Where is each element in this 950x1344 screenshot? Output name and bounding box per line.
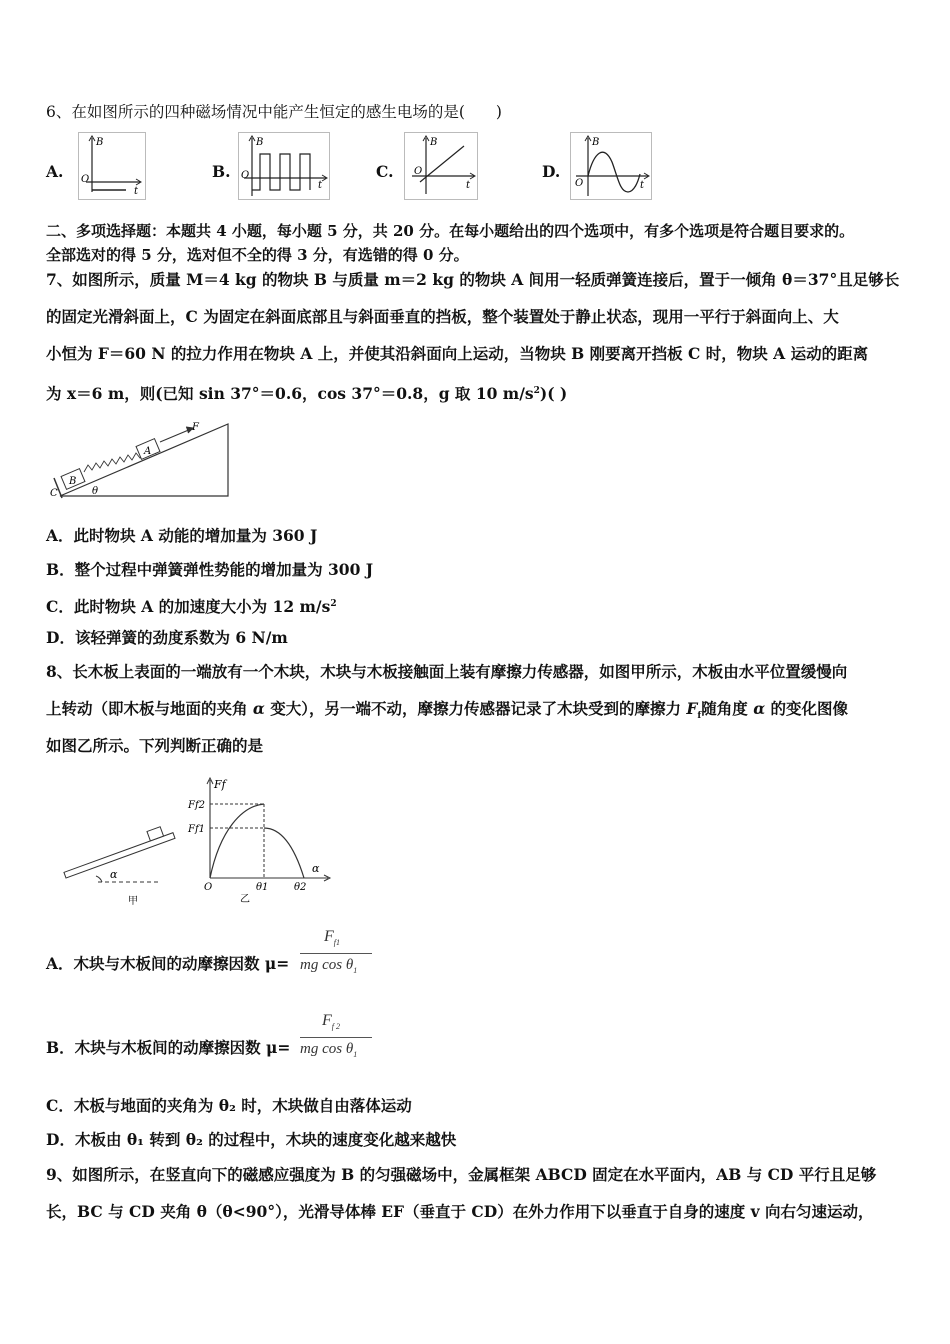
section2-heading-line2: 全部选对的得 5 分，选对但不全的得 3 分，有选错的得 0 分。 xyxy=(46,246,469,264)
origin-label: O xyxy=(81,174,90,185)
axis-b-label: B xyxy=(592,137,600,148)
q6-graph-d xyxy=(570,132,652,200)
origin-label: O xyxy=(204,882,213,893)
axis-b-label: B xyxy=(96,137,104,148)
q6-graph-a xyxy=(78,132,146,200)
axis-t-label: t xyxy=(318,180,323,191)
q8-option-d[interactable]: D．木板由 θ₁ 转到 θ₂ 的过程中，木块的速度变化越来越快 xyxy=(46,1130,457,1149)
q7-line4-tail: )( ) xyxy=(539,384,568,404)
q7-option-d[interactable]: D．该轻弹簧的劲度系数为 6 N/m xyxy=(46,628,288,647)
q6-graph-b xyxy=(238,132,330,200)
alpha-symbol: α xyxy=(252,699,265,718)
q7-option-c-superscript: 2 xyxy=(330,599,337,609)
q7-incline-figure xyxy=(48,420,233,502)
q9-line2: 长，BC 与 CD 夹角 θ（θ<90°），光滑导体棒 EF（垂直于 CD）在外力作用下以垂直于自身的速度 v 向右匀速运动， xyxy=(46,1202,874,1221)
q8-line2 xyxy=(46,699,848,726)
figure-jia-caption: 甲 xyxy=(128,896,138,907)
axis-t-label: t xyxy=(640,180,645,191)
friction-subscript: f xyxy=(697,711,702,722)
origin-label: O xyxy=(241,170,250,181)
q8-line2-text-mid2: 随角度 xyxy=(701,699,754,718)
q7-line4-text: 为 x＝6 m，则(已知 sin 37°＝0.6，cos 37°＝0.8，g 取 10 m/s xyxy=(46,384,534,404)
q7-line4-superscript: 2 xyxy=(533,386,540,396)
axis-b-label: B xyxy=(256,137,264,148)
block-a-label: A xyxy=(144,446,152,457)
q8-option-c[interactable]: C．木板与地面的夹角为 θ₂ 时，木块做自由落体运动 xyxy=(46,1096,412,1115)
q8-line3: 如图乙所示。下列判断正确的是 xyxy=(46,736,264,755)
q6-option-c-label[interactable]: C. xyxy=(376,162,394,181)
fraction-denominator: mg $\cos \theta_1$ xyxy=(300,1041,358,1059)
q6-option-a-label[interactable]: A. xyxy=(46,162,64,181)
ff1-label: Ff1 xyxy=(188,824,206,835)
origin-label: O xyxy=(575,178,584,189)
friction-symbol: F xyxy=(686,699,698,718)
y-axis-label: Ff xyxy=(214,778,226,791)
barrier-c-label: C xyxy=(50,488,58,499)
q7-option-b[interactable]: B．整个过程中弹簧弹性势能的增加量为 300 J xyxy=(46,560,374,579)
q6-graph-c xyxy=(404,132,478,200)
q9-line1: 9、如图所示，在竖直向下的磁感应强度为 B 的匀强磁场中，金属框架 ABCD 固定在水平面内，AB 与 CD 平行且足够 xyxy=(46,1165,877,1184)
q7-line1: 7、如图所示，质量 M＝4 kg 的物块 B 与质量 m＝2 kg 的物块 A 间用一轻质弹簧连接后，置于一倾角 θ＝37°且足够长 xyxy=(46,270,900,289)
origin-label: O xyxy=(414,166,423,177)
q7-option-a[interactable]: A．此时物块 A 动能的增加量为 360 J xyxy=(46,526,318,545)
section2-heading-line1: 二、多项选择题：本题共 4 小题，每小题 5 分，共 20 分。在每小题给出的四个选项中，有多个选项是符合题目要求的。 xyxy=(46,222,855,240)
q7-option-c[interactable] xyxy=(46,594,337,617)
fraction-bar xyxy=(300,953,372,954)
angle-theta-label: θ xyxy=(92,486,99,497)
angle-alpha-label: α xyxy=(110,868,118,881)
force-label: F xyxy=(192,422,199,433)
fraction-numerator: $F_{f 2}$ xyxy=(322,1012,341,1032)
q8-option-a-fraction xyxy=(300,928,374,980)
q8-option-b-fraction xyxy=(300,1012,374,1064)
ff2-label: Ff2 xyxy=(188,800,206,811)
axis-b-label: B xyxy=(430,137,438,148)
q8-line2-text-end: 的变化图像 xyxy=(765,699,849,718)
fraction-denominator: mg $\cos \theta_1$ xyxy=(300,957,358,975)
q8-figure-yi xyxy=(186,772,336,904)
q7-option-c-text: C．此时物块 A 的加速度大小为 12 m/s xyxy=(46,597,331,617)
theta2-label: θ2 xyxy=(294,882,307,893)
q8-option-a[interactable]: A．木块与木板间的动摩擦因数 μ= xyxy=(46,954,290,973)
q6-option-d-label[interactable]: D. xyxy=(542,162,561,181)
q6-option-b-label[interactable]: B. xyxy=(212,162,231,181)
alpha-symbol: α xyxy=(753,699,766,718)
fraction-numerator: $F_{f1}$ xyxy=(324,928,341,948)
x-axis-label: α xyxy=(312,862,320,875)
q6-stem: 6、在如图所示的四种磁场情况中能产生恒定的感生电场的是( ) xyxy=(46,103,502,121)
q8-figure-jia xyxy=(58,822,178,912)
block-b-label: B xyxy=(69,476,77,487)
q7-line3: 小恒为 F＝60 N 的拉力作用在物块 A 上，并使其沿斜面向上运动，当物块 B 刚要离开挡板 C 时，物块 A 运动的距离 xyxy=(46,344,869,363)
q8-option-b[interactable]: B．木块与木板间的动摩擦因数 μ= xyxy=(46,1038,291,1057)
axis-t-label: t xyxy=(134,186,139,197)
figure-yi-caption: 乙 xyxy=(240,894,250,904)
q8-line2-text: 上转动（即木板与地面的夹角 xyxy=(46,699,253,718)
q7-line2: 的固定光滑斜面上，C 为固定在斜面底部且与斜面垂直的挡板，整个装置处于静止状态，现用一平行于斜面向上、大 xyxy=(46,307,839,326)
q7-line4 xyxy=(46,381,567,404)
axis-t-label: t xyxy=(466,180,471,191)
fraction-bar xyxy=(300,1037,372,1038)
q8-line1: 8、长木板上表面的一端放有一个木块，木块与木板接触面上装有摩擦力传感器，如图甲所示，木板由水平位置缓慢向 xyxy=(46,662,848,681)
q8-line2-text-mid: 变大），另一端不动，摩擦力传感器记录了木块受到的摩擦力 xyxy=(264,699,687,718)
theta1-label: θ1 xyxy=(256,882,269,893)
